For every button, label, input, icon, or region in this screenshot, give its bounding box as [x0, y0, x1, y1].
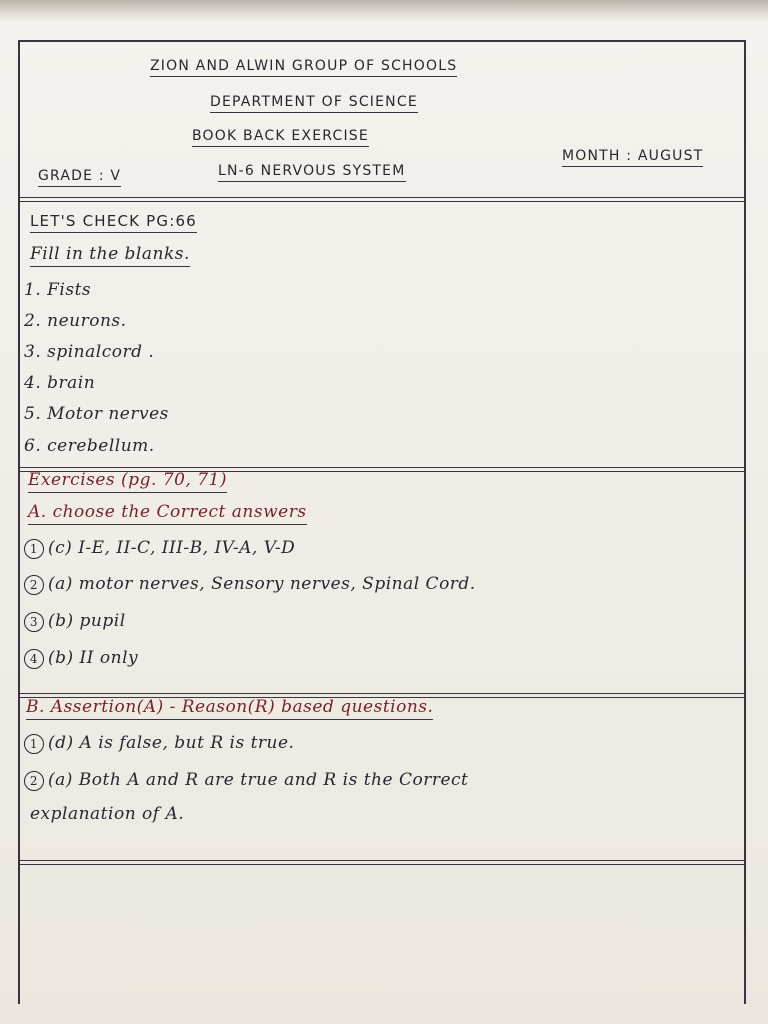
answer-text: (b) pupil — [48, 611, 126, 631]
section-a-title: A. choose the Correct answers — [28, 502, 307, 525]
answer-text: 3. spinalcord . — [24, 342, 155, 362]
answer-text: (a) motor nerves, Sensory nerves, Spinal Cord. — [48, 574, 476, 594]
answer-number-circle: 1 — [24, 734, 44, 754]
section-divider-2 — [18, 693, 744, 694]
department-title: DEPARTMENT OF SCIENCE — [210, 94, 418, 113]
choose-answer — [24, 611, 126, 632]
answer-text: (a) Both A and R are true and R is the Correct — [48, 770, 469, 790]
section-b-title: B. Assertion(A) - Reason(R) based questions. — [26, 697, 433, 720]
answer-text: (c) I-E, II-C, III-B, IV-A, V-D — [48, 538, 296, 558]
choose-answer — [24, 574, 476, 595]
grade-label: GRADE : V — [38, 168, 121, 187]
section-divider-3 — [18, 860, 744, 861]
answer-text: 4. brain — [24, 373, 96, 393]
assertion-answer — [24, 770, 468, 791]
lets-check-title: LET'S CHECK PG:66 — [30, 212, 197, 233]
section-divider-1 — [18, 467, 744, 468]
fill-blank-answer — [24, 373, 95, 393]
choose-answer — [24, 648, 138, 669]
fill-blank-answer — [24, 342, 154, 362]
lesson-title: LN-6 NERVOUS SYSTEM — [218, 163, 406, 182]
answer-number-circle: 2 — [24, 575, 44, 595]
fill-blank-answer — [24, 436, 155, 456]
fill-blank-answer — [24, 404, 169, 424]
answer-text: 1. Fists — [24, 280, 92, 300]
fill-blank-answer — [24, 311, 127, 331]
exercise-title: BOOK BACK EXERCISE — [192, 128, 369, 147]
fill-blank-answer — [24, 280, 91, 300]
answer-text: 5. Motor nerves — [24, 404, 169, 424]
section-b-continuation: explanation of A. — [30, 804, 185, 824]
answer-number-circle: 1 — [24, 539, 44, 559]
exercises-title: Exercises (pg. 70, 71) — [28, 470, 227, 493]
month-label: MONTH : AUGUST — [562, 148, 703, 167]
answer-text: (b) II only — [48, 648, 139, 668]
header-divider — [18, 197, 744, 198]
answer-text: 2. neurons. — [24, 311, 127, 331]
answer-text: 6. cerebellum. — [24, 436, 155, 456]
answer-number-circle: 2 — [24, 771, 44, 791]
choose-answer — [24, 538, 295, 559]
page-top-shadow — [0, 0, 768, 22]
assertion-answer — [24, 733, 294, 754]
answer-number-circle: 4 — [24, 649, 44, 669]
answer-number-circle: 3 — [24, 612, 44, 632]
fill-blanks-title: Fill in the blanks. — [30, 244, 190, 267]
answer-text: (d) A is false, but R is true. — [48, 733, 295, 753]
school-name: ZION AND ALWIN GROUP OF SCHOOLS — [150, 58, 457, 77]
